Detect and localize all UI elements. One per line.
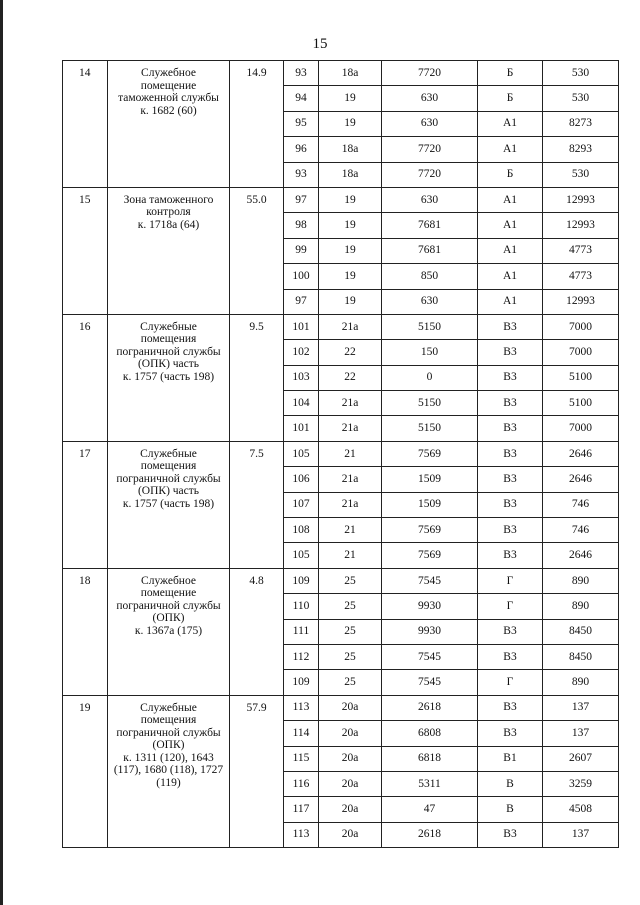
dimension-cell: 12993 xyxy=(543,187,619,212)
point-no-cell: 110 xyxy=(284,594,319,619)
point-no-cell: 107 xyxy=(284,492,319,517)
room-description-line: Служебное xyxy=(141,574,196,587)
point-no-cell: 108 xyxy=(284,518,319,543)
section-cell: 20а xyxy=(319,771,382,796)
dimension-cell: 8293 xyxy=(543,137,619,162)
value-cell: 6808 xyxy=(382,721,478,746)
point-no-cell: 106 xyxy=(284,467,319,492)
category-cell: В xyxy=(478,797,543,822)
section-cell: 21 xyxy=(319,441,382,466)
dimension-cell: 890 xyxy=(543,594,619,619)
dimension-cell: 890 xyxy=(543,568,619,593)
point-no-cell: 117 xyxy=(284,797,319,822)
point-no-cell: 109 xyxy=(284,568,319,593)
table-row xyxy=(63,568,619,593)
point-no-cell: 105 xyxy=(284,441,319,466)
value-cell: 150 xyxy=(382,340,478,365)
section-cell: 22 xyxy=(319,340,382,365)
point-no-cell: 98 xyxy=(284,213,319,238)
value-cell: 7569 xyxy=(382,518,478,543)
dimension-cell: 7000 xyxy=(543,416,619,441)
value-cell: 5311 xyxy=(382,771,478,796)
area-cell: 4.8 xyxy=(230,568,284,695)
point-no-cell: 112 xyxy=(284,644,319,669)
table-row xyxy=(63,61,619,86)
dimension-cell: 890 xyxy=(543,670,619,695)
section-cell: 20а xyxy=(319,797,382,822)
section-cell: 21 xyxy=(319,543,382,568)
category-cell: В3 xyxy=(478,441,543,466)
room-description-line: таможенной службы xyxy=(118,92,219,104)
section-cell: 21а xyxy=(319,492,382,517)
group-number-cell: 18 xyxy=(63,568,108,695)
page-number: 15 xyxy=(312,36,328,52)
value-cell: 7545 xyxy=(382,568,478,593)
room-description-line: помещения xyxy=(140,333,197,346)
dimension-cell: 8450 xyxy=(543,644,619,669)
section-cell: 19 xyxy=(319,238,382,263)
point-no-cell: 104 xyxy=(284,391,319,416)
room-description-line: Служебные xyxy=(140,701,197,714)
value-cell: 6818 xyxy=(382,746,478,771)
room-description-line: к. 1757 (часть 198) xyxy=(122,370,215,383)
section-cell: 20а xyxy=(319,721,382,746)
group-number-cell: 19 xyxy=(63,695,108,847)
table-row xyxy=(63,187,619,212)
section-cell: 25 xyxy=(319,568,382,593)
dimension-cell: 4508 xyxy=(543,797,619,822)
section-cell: 21а xyxy=(319,416,382,441)
point-no-cell: 114 xyxy=(284,721,319,746)
point-no-cell: 93 xyxy=(284,61,319,86)
category-cell: Г xyxy=(478,594,543,619)
dimension-cell: 4773 xyxy=(543,238,619,263)
section-cell: 25 xyxy=(319,644,382,669)
point-no-cell: 115 xyxy=(284,746,319,771)
point-no-cell: 103 xyxy=(284,365,319,390)
value-cell: 2618 xyxy=(382,695,478,720)
category-cell: В3 xyxy=(478,340,543,365)
value-cell: 630 xyxy=(382,111,478,136)
dimension-cell: 137 xyxy=(543,695,619,720)
dimension-cell: 2646 xyxy=(543,467,619,492)
category-cell: В3 xyxy=(478,644,543,669)
dimension-cell: 8450 xyxy=(543,619,619,644)
scan-edge xyxy=(0,0,3,905)
value-cell: 5150 xyxy=(382,391,478,416)
section-cell: 19 xyxy=(319,111,382,136)
room-description-cell xyxy=(108,187,230,314)
value-cell: 7545 xyxy=(382,670,478,695)
dimension-cell: 137 xyxy=(543,822,619,847)
room-description-line: к. 1757 (часть 198) xyxy=(122,497,215,510)
group-number-cell: 16 xyxy=(63,314,108,441)
room-description-line: помещение xyxy=(140,587,197,600)
category-cell: А1 xyxy=(478,137,543,162)
value-cell: 1509 xyxy=(382,492,478,517)
point-no-cell: 94 xyxy=(284,86,319,111)
section-cell: 22 xyxy=(319,365,382,390)
section-cell: 19 xyxy=(319,213,382,238)
section-cell: 19 xyxy=(319,187,382,212)
room-description-cell xyxy=(108,314,230,441)
point-no-cell: 100 xyxy=(284,264,319,289)
value-cell: 7569 xyxy=(382,441,478,466)
category-cell: Б xyxy=(478,86,543,111)
dimension-cell: 5100 xyxy=(543,365,619,390)
value-cell: 630 xyxy=(382,187,478,212)
value-cell: 9930 xyxy=(382,619,478,644)
point-no-cell: 96 xyxy=(284,137,319,162)
value-cell: 7720 xyxy=(382,137,478,162)
category-cell: В3 xyxy=(478,314,543,339)
point-no-cell: 102 xyxy=(284,340,319,365)
category-cell: В3 xyxy=(478,518,543,543)
value-cell: 7681 xyxy=(382,213,478,238)
dimension-cell: 8273 xyxy=(543,111,619,136)
dimension-cell: 5100 xyxy=(543,391,619,416)
room-description-line: помещения xyxy=(140,460,197,473)
category-cell: В3 xyxy=(478,695,543,720)
point-no-cell: 99 xyxy=(284,238,319,263)
point-no-cell: 111 xyxy=(284,619,319,644)
dimension-cell: 530 xyxy=(543,61,619,86)
area-cell: 57.9 xyxy=(230,695,284,847)
category-cell: В3 xyxy=(478,822,543,847)
dimension-cell: 746 xyxy=(543,492,619,517)
table-row xyxy=(63,441,619,466)
room-description-line: к. 1682 (60) xyxy=(140,104,197,117)
category-cell: А1 xyxy=(478,289,543,314)
value-cell: 630 xyxy=(382,86,478,111)
point-no-cell: 113 xyxy=(284,822,319,847)
point-no-cell: 97 xyxy=(284,289,319,314)
table-row xyxy=(63,314,619,339)
room-description-cell xyxy=(108,441,230,568)
section-cell: 21а xyxy=(319,467,382,492)
section-cell: 19 xyxy=(319,86,382,111)
dimension-cell: 530 xyxy=(543,86,619,111)
category-cell: Г xyxy=(478,670,543,695)
value-cell: 7681 xyxy=(382,238,478,263)
category-cell: В3 xyxy=(478,492,543,517)
category-cell: В xyxy=(478,771,543,796)
section-cell: 18а xyxy=(319,162,382,187)
group-number-cell: 17 xyxy=(63,441,108,568)
room-description-line: Служебное xyxy=(141,67,196,79)
category-cell: А1 xyxy=(478,187,543,212)
category-cell: В3 xyxy=(478,467,543,492)
area-cell: 55.0 xyxy=(230,187,284,314)
room-description-line: помещение xyxy=(140,79,197,92)
dimension-cell: 2607 xyxy=(543,746,619,771)
dimension-cell: 746 xyxy=(543,518,619,543)
category-cell: В1 xyxy=(478,746,543,771)
room-description-line: Служебные xyxy=(140,447,197,460)
point-no-cell: 97 xyxy=(284,187,319,212)
room-description-line: (119) xyxy=(156,776,181,789)
room-description-line: (ОПК) xyxy=(152,739,185,752)
point-no-cell: 105 xyxy=(284,543,319,568)
group-number-cell: 14 xyxy=(63,61,108,188)
value-cell: 7569 xyxy=(382,543,478,568)
area-cell: 14.9 xyxy=(230,61,284,188)
room-description-line: к. 1718а (64) xyxy=(137,218,200,231)
section-cell: 19 xyxy=(319,264,382,289)
category-cell: А1 xyxy=(478,238,543,263)
dimension-cell: 2646 xyxy=(543,543,619,568)
category-cell: А1 xyxy=(478,111,543,136)
section-cell: 21 xyxy=(319,518,382,543)
dimension-cell: 12993 xyxy=(543,213,619,238)
point-no-cell: 101 xyxy=(284,314,319,339)
room-description-line: Зона таможенного xyxy=(123,193,214,206)
dimension-cell: 7000 xyxy=(543,340,619,365)
section-cell: 21а xyxy=(319,391,382,416)
room-description-line: пограничной службы xyxy=(116,599,221,612)
room-description-line: (ОПК) xyxy=(152,612,185,625)
point-no-cell: 101 xyxy=(284,416,319,441)
point-no-cell: 116 xyxy=(284,771,319,796)
area-cell: 9.5 xyxy=(230,314,284,441)
section-cell: 20а xyxy=(319,695,382,720)
point-no-cell: 95 xyxy=(284,111,319,136)
area-cell: 7.5 xyxy=(230,441,284,568)
value-cell: 0 xyxy=(382,365,478,390)
value-cell: 850 xyxy=(382,264,478,289)
value-cell: 7545 xyxy=(382,644,478,669)
section-cell: 19 xyxy=(319,289,382,314)
room-description-line: помещения xyxy=(140,714,197,727)
category-cell: Б xyxy=(478,61,543,86)
category-cell: А1 xyxy=(478,213,543,238)
dimension-cell: 12993 xyxy=(543,289,619,314)
point-no-cell: 113 xyxy=(284,695,319,720)
category-cell: В3 xyxy=(478,721,543,746)
dimension-cell: 3259 xyxy=(543,771,619,796)
section-cell: 18а xyxy=(319,137,382,162)
value-cell: 9930 xyxy=(382,594,478,619)
room-description-line: к. 1311 (120), 1643 xyxy=(123,751,214,764)
section-cell: 18а xyxy=(319,61,382,86)
value-cell: 1509 xyxy=(382,467,478,492)
category-cell: В3 xyxy=(478,416,543,441)
coordinates-table xyxy=(62,60,619,848)
value-cell: 5150 xyxy=(382,416,478,441)
room-description-line: (ОПК) часть xyxy=(137,358,200,371)
room-description-line: Служебные xyxy=(140,320,197,333)
value-cell: 7720 xyxy=(382,162,478,187)
category-cell: В3 xyxy=(478,391,543,416)
section-cell: 20а xyxy=(319,822,382,847)
value-cell: 630 xyxy=(382,289,478,314)
category-cell: В3 xyxy=(478,619,543,644)
value-cell: 5150 xyxy=(382,314,478,339)
section-cell: 25 xyxy=(319,619,382,644)
room-description-cell xyxy=(108,61,230,188)
category-cell: В3 xyxy=(478,365,543,390)
section-cell: 25 xyxy=(319,670,382,695)
dimension-cell: 530 xyxy=(543,162,619,187)
value-cell: 2618 xyxy=(382,822,478,847)
category-cell: Г xyxy=(478,568,543,593)
room-description-line: пограничной службы xyxy=(116,345,221,358)
point-no-cell: 93 xyxy=(284,162,319,187)
point-no-cell: 109 xyxy=(284,670,319,695)
room-description-line: пограничной службы xyxy=(116,472,221,485)
section-cell: 21а xyxy=(319,314,382,339)
category-cell: А1 xyxy=(478,264,543,289)
category-cell: Б xyxy=(478,162,543,187)
room-description-line: (117), 1680 (118), 1727 xyxy=(113,764,224,777)
section-cell: 25 xyxy=(319,594,382,619)
section-cell: 20а xyxy=(319,746,382,771)
dimension-cell: 137 xyxy=(543,721,619,746)
room-description-cell xyxy=(108,568,230,695)
group-number-cell: 15 xyxy=(63,187,108,314)
dimension-cell: 4773 xyxy=(543,264,619,289)
room-description-line: (ОПК) часть xyxy=(137,485,200,498)
value-cell: 47 xyxy=(382,797,478,822)
room-description-line: контроля xyxy=(146,206,191,219)
value-cell: 7720 xyxy=(382,61,478,86)
dimension-cell: 2646 xyxy=(543,441,619,466)
dimension-cell: 7000 xyxy=(543,314,619,339)
table-row xyxy=(63,695,619,720)
room-description-cell xyxy=(108,695,230,847)
category-cell: В3 xyxy=(478,543,543,568)
room-description-line: к. 1367а (175) xyxy=(134,624,203,637)
room-description-line: пограничной службы xyxy=(116,726,221,739)
